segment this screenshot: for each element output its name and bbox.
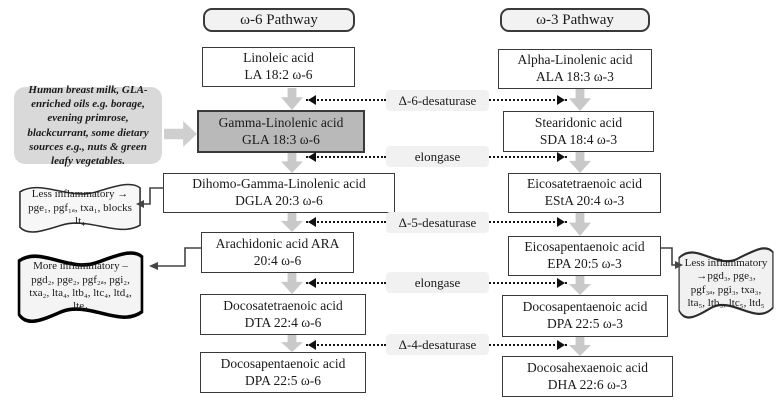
omega6-pathway-header: [203, 8, 355, 32]
down-arrow-icon: [281, 273, 303, 294]
node-docosapentaenoic-acid-n6: [200, 352, 366, 393]
down-arrow-icon: [569, 89, 591, 111]
connector-dgla-to-flag: [136, 180, 166, 210]
node-label: Docosapentaenoic acid: [522, 299, 648, 315]
node-sublabel: LA 18:2 ω-6: [244, 67, 313, 82]
node-label: Docosatetraenoic acid: [223, 297, 343, 313]
node-label: Dihomo-Gamma-Linolenic acid: [192, 176, 366, 192]
node-arachidonic-acid: [201, 232, 354, 273]
flag-more-inflammatory: [15, 243, 146, 331]
omega3-header-label: ω-3 Pathway: [536, 11, 614, 28]
down-arrow-icon: [569, 152, 591, 173]
dotted-arrow-right-icon: [489, 344, 567, 346]
node-label: Linoleic acid: [243, 50, 314, 66]
node-sublabel: EStA 20:4 ω-3: [544, 193, 625, 208]
down-arrow-icon: [281, 213, 303, 232]
node-linoleic-acid: [202, 47, 355, 87]
flag-line: →pgd₃, pge₃, pgf₃ₐ, pgi₃, txa₃, lta₅, ltb₅, ltc₅, ltd₅: [687, 270, 765, 309]
enzyme-delta6-desaturase: [386, 90, 489, 111]
node-sublabel: SDA 18:4 ω-3: [539, 131, 618, 147]
right-arrow-icon: [164, 121, 197, 147]
omega3-pathway-header: [500, 8, 650, 32]
enzyme-delta4-desaturase: [386, 334, 489, 355]
flag-text: [683, 238, 769, 329]
node-sublabel: 20:4 ω-6: [253, 252, 302, 268]
node-sublabel: DHA 22:6 ω-3: [547, 376, 628, 392]
enzyme-label: Δ-4-desaturase: [398, 336, 477, 352]
node-label: Arachidonic acid ARA: [215, 235, 340, 251]
flag-line: Less inflammatory →: [31, 188, 129, 201]
node-sublabel: DPA 22:5 ω-3: [547, 316, 623, 331]
enzyme-label: Δ-5-desaturase: [398, 214, 477, 230]
node-label: Docosapentaenoic acid: [220, 355, 346, 371]
node-docosahexaenoic-acid: [502, 356, 673, 397]
dietary-sources-note: [14, 84, 162, 167]
down-arrow-icon: [569, 337, 591, 356]
node-label: Alpha-Linolenic acid: [517, 52, 633, 68]
flag-text: [25, 177, 135, 240]
node-sublabel: EPA 20:5 ω-3: [547, 256, 622, 271]
dotted-arrow-right-icon: [489, 99, 567, 101]
dotted-arrow-right-icon: [489, 221, 567, 223]
dotted-arrow-left-icon: [306, 156, 386, 158]
enzyme-elongase-2: [386, 272, 489, 293]
node-label: Eicosapentaenoic acid: [524, 239, 645, 255]
connector-epa-to-flag: [659, 240, 685, 270]
dietary-sources-text: Human breast milk, GLA-enriched oils e.g. borage, evening primrose, blackcurrant, some dietary sources e.g., nuts & green leafy vegetables.: [27, 84, 149, 167]
dotted-arrow-right-icon: [489, 282, 567, 284]
down-arrow-icon: [281, 88, 303, 110]
down-arrow-icon: [569, 213, 591, 236]
flag-less-inflammatory-left: [16, 177, 144, 240]
node-alpha-linolenic-acid: [498, 49, 652, 89]
flag-line: Less inflammatory: [684, 256, 768, 269]
node-eicosapentaenoic-acid: [508, 236, 661, 276]
node-stearidonic-acid: [503, 111, 654, 152]
node-gamma-linolenic-acid: [197, 110, 365, 153]
omega6-header-label: ω-6 Pathway: [240, 11, 318, 28]
enzyme-delta5-desaturase: [386, 212, 489, 233]
enzyme-label: elongase: [414, 148, 461, 164]
node-label: Eicosatetraenoic acid: [526, 176, 643, 192]
flag-line: pgd₂, pge₂, pgf₂ₐ, pgi₂, txa₂, lta₄, ltb₄, ltc₄, ltd₄, lte₄: [29, 273, 132, 313]
enzyme-label: elongase: [414, 274, 461, 290]
dotted-arrow-left-icon: [306, 99, 386, 101]
node-dihomo-gamma-linolenic-acid: [163, 173, 395, 213]
node-label: Gamma-Linolenic acid: [218, 114, 344, 130]
down-arrow-icon: [569, 276, 591, 295]
dotted-arrow-left-icon: [306, 344, 386, 346]
node-label: Docosahexaenoic acid: [526, 359, 649, 375]
node-sublabel: DTA 22:4 ω-6: [244, 314, 322, 330]
enzyme-label: Δ-6-desaturase: [398, 92, 477, 108]
node-sublabel: DGLA 20:3 ω-6: [235, 193, 323, 208]
dotted-arrow-left-icon: [306, 282, 386, 284]
node-sublabel: DPA 22:5 ω-6: [245, 372, 321, 388]
enzyme-elongase-1: [386, 146, 489, 167]
connector-ara-to-flag: [146, 240, 204, 274]
node-docosapentaenoic-acid-n3: [502, 295, 668, 337]
flag-line: pge₁, pgf₁ₐ, txa₁, blocks lt₄: [28, 201, 132, 228]
node-sublabel: ALA 18:3 ω-3: [536, 69, 614, 84]
flag-line: More inflammatory –: [33, 260, 128, 273]
flag-text: [24, 243, 137, 331]
dotted-arrow-left-icon: [306, 221, 386, 223]
down-arrow-icon: [281, 335, 303, 352]
node-label: Stearidonic acid: [534, 114, 623, 130]
flag-less-inflammatory-right: [676, 238, 776, 329]
down-arrow-icon: [281, 153, 303, 173]
dotted-arrow-right-icon: [489, 156, 567, 158]
node-docosatetraenoic-acid: [200, 294, 366, 335]
node-sublabel: GLA 18:3 ω-6: [242, 131, 320, 147]
node-eicosatetraenoic-acid: [508, 173, 661, 213]
